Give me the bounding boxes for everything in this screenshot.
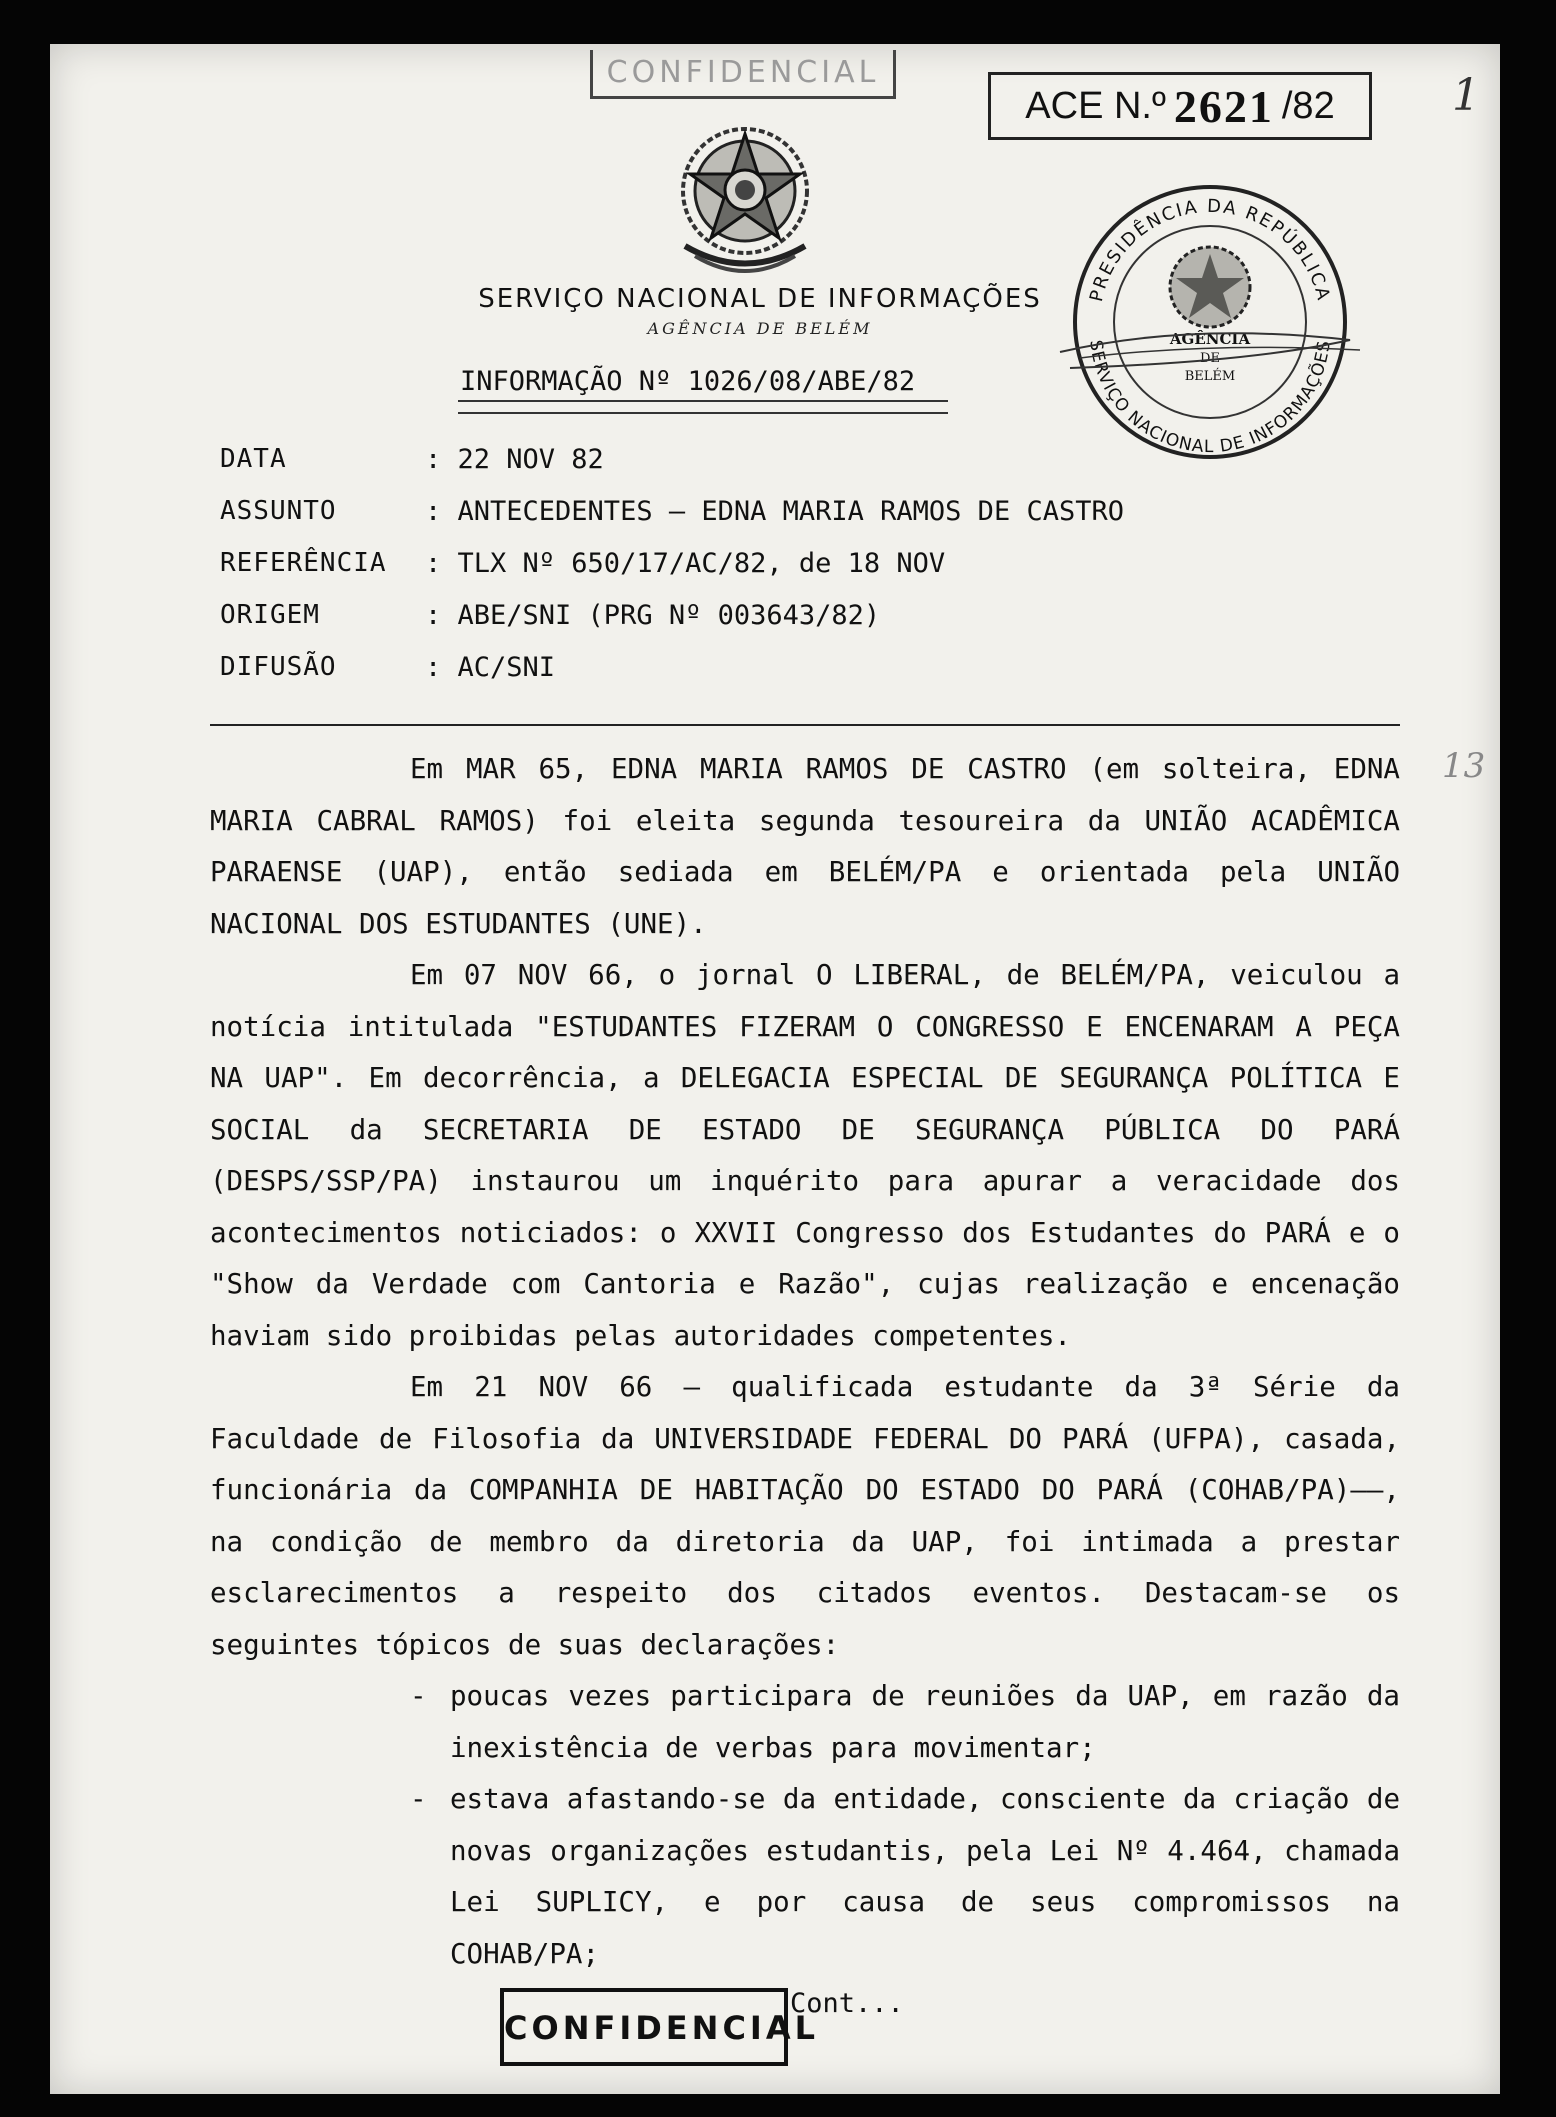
page-number-handwritten: 1 bbox=[1452, 70, 1480, 121]
field-label-date: DATA bbox=[220, 444, 287, 474]
paragraph-3: Em 21 NOV 66 — qualificada estudante da 3ª Série da Faculdade de Filosofia da UNIVERSIDADE FEDERAL DO PARÁ (UFPA), casada, funcionária da COMPANHIA DE HABITAÇÃO DO ESTADO DO PARÁ (COHAB/PA)——, na condição de membro da diretoria da UAP, foi intimada a prestar esclarecimentos a respeito dos citados eventos. Destacam-se os seguintes tópicos de suas declarações: bbox=[210, 1371, 1400, 1661]
agency-name: AGÊNCIA DE BELÉM bbox=[647, 319, 873, 338]
information-number: INFORMAÇÃO Nº 1026/08/ABE/82 bbox=[460, 366, 916, 397]
declarations-list bbox=[210, 1671, 1400, 1980]
list-item: - poucas vezes participara de reuniões da UAP, em razão da inexistência de verbas para movimentar; bbox=[410, 1680, 1400, 1764]
ace-number-box bbox=[988, 72, 1372, 140]
field-value-subject: : ANTECEDENTES — EDNA MARIA RAMOS DE CASTRO bbox=[425, 496, 1124, 527]
field-value-origin: : ABE/SNI (PRG Nº 003643/82) bbox=[425, 600, 881, 631]
confidential-stamp-top: CONFIDENCIAL bbox=[590, 50, 896, 99]
stamp-arc-bottom: SERVIÇO NACIONAL DE INFORMAÇÕES bbox=[1085, 338, 1335, 458]
ace-year: /82 bbox=[1281, 84, 1335, 127]
confidential-stamp-bottom: CONFIDENCIAL bbox=[500, 1988, 788, 2066]
ace-number: 2621 bbox=[1173, 80, 1274, 132]
document-body bbox=[210, 744, 1400, 1980]
continuation-note: Cont... bbox=[790, 1988, 904, 2019]
field-value-reference: : TLX Nº 650/17/AC/82, de 18 NOV bbox=[425, 548, 946, 579]
stamp-center-line3: BELÉM bbox=[1184, 369, 1236, 384]
list-item: - estava afastando-se da entidade, consciente da criação de novas organizações estudantis, pela Lei Nº 4.464, chamada Lei SUPLICY, e por causa de seus compromissos na COHAB/PA; bbox=[410, 1783, 1400, 1970]
stamp-center-line2: DE bbox=[1200, 351, 1220, 366]
margin-handwritten-mark: 13 bbox=[1442, 746, 1486, 786]
stamp-arc-top: PRESIDÊNCIA DA REPÚBLICA bbox=[1085, 195, 1335, 304]
paragraph-1: Em MAR 65, EDNA MARIA RAMOS DE CASTRO (em solteira, EDNA MARIA CABRAL RAMOS) foi eleita segunda tesoureira da UNIÃO ACADÊMICA PARAENSE (UAP), então sediada em BELÉM/PA e orientada pela UNIÃO NACIONAL DOS ESTUDANTES (UNE). bbox=[210, 753, 1400, 940]
coat-of-arms-seal bbox=[650, 106, 840, 286]
field-value-distribution: : AC/SNI bbox=[425, 652, 556, 683]
field-label-subject: ASSUNTO bbox=[220, 496, 337, 526]
document-page bbox=[50, 44, 1500, 2094]
header-divider bbox=[210, 724, 1400, 726]
ace-label: ACE N.º bbox=[1025, 84, 1166, 127]
field-label-distribution: DIFUSÃO bbox=[220, 652, 337, 682]
agency-round-stamp bbox=[1050, 172, 1380, 462]
field-label-origin: ORIGEM bbox=[220, 600, 320, 630]
paragraph-2: Em 07 NOV 66, o jornal O LIBERAL, de BELÉM/PA, veiculou a notícia intitulada "ESTUDANTES FIZERAM O CONGRESSO E ENCENARAM A PEÇA NA UAP". Em decorrência, a DELEGACIA ESPECIAL DE SEGURANÇA POLÍTICA E SOCIAL da SECRETARIA DE ESTADO DE SEGURANÇA PÚBLICA DO PARÁ (DESPS/SSP/PA) instaurou um inquérito para apurar a veracidade dos acontecimentos noticiados: o XXVII Congresso dos Estudantes do PARÁ e o "Show da Verdade com Cantoria e Razão", cujas realização e encenação haviam sido proibidas pelas autoridades competentes. bbox=[210, 959, 1400, 1352]
organization-name: SERVIÇO NACIONAL DE INFORMAÇÕES bbox=[478, 284, 1042, 314]
stamp-center-line1: AGÊNCIA bbox=[1169, 330, 1251, 348]
double-underline bbox=[458, 400, 948, 414]
field-value-date: : 22 NOV 82 bbox=[425, 444, 604, 475]
field-label-reference: REFERÊNCIA bbox=[220, 548, 387, 578]
